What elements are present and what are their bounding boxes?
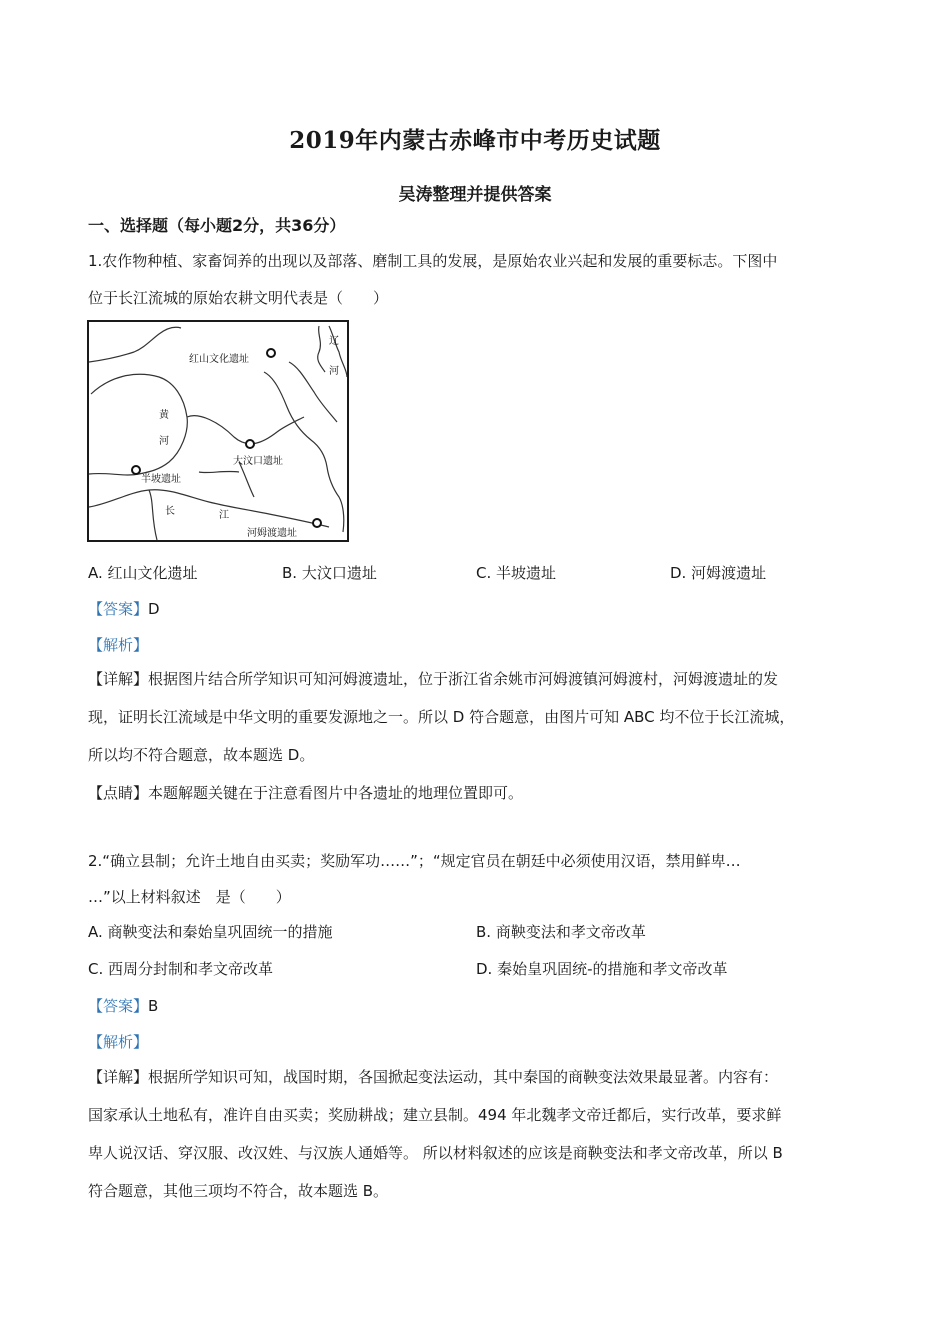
q2-detail-text1: 根据所学知识可知，战国时期，各国掀起变法运动，其中秦国的商鞅变法效果最显著。内容有： [148,1068,779,1086]
q2-detail-line3: 卑人说汉话、穿汉服、改汉姓、与汉族人通婚等。 所以材料叙述的应该是商鞅变法和孝文帝改革，所以 B [88,1144,783,1162]
q2-option-d: D. 秦始皇巩固统-的措施和孝文帝改革 [476,960,728,978]
q2-option-a: A. 商鞅变法和秦始皇巩固统一的措施 [88,923,333,941]
q2-stem-line2: …”以上材料叙述 是（ ） [88,888,291,906]
liao-river [318,326,325,372]
q1-detail-line3: 所以均不符合题意，故本题选 D。 [88,746,315,764]
q1-tip-line [88,782,523,803]
q1-detail-line1 [88,668,778,689]
q2-detail-line2: 国家承认土地私有，准许自由买卖；奖励耕战；建立县制。494 年北魏孝文帝迁都后，实行改革，要求鲜 [88,1106,782,1124]
hongshan-marker [267,349,275,357]
page-title: 2019年内蒙古赤峰市中考历史试题 [289,127,661,154]
q1-option-d: D. 河姆渡遗址 [670,564,767,582]
map-label-hongshan: 红山文化遗址 [189,354,249,365]
q1-stem-line1: 1.农作物种植、家畜饲养的出现以及部落、磨制工具的发展，是原始农业兴起和发展的重要标志。下图中 [88,252,778,270]
dawenkou-marker [246,440,254,448]
q1-option-b: B. 大汶口遗址 [282,564,377,582]
banpo-marker [132,466,140,474]
map-label-hemudu: 河姆渡遗址 [247,528,297,539]
q2-answer-value: B [148,997,159,1015]
q2-detail-line4: 符合题意，其他三项均不符合，故本题选 B。 [88,1182,389,1200]
q1-stem-line2: 位于长江流城的原始农耕文明代表是（ ） [88,289,389,307]
q1-detail-text1: 根据图片结合所学知识可知河姆渡遗址，位于浙江省余姚市河姆渡镇河姆渡村，河姆渡遗址的发 [148,670,779,688]
yangtze-river [89,490,329,527]
map-label-dawenkou: 大汶口遗址 [233,456,283,467]
q2-analysis-tag: 【解析】 [88,1033,149,1051]
hemudu-marker [313,519,321,527]
q2-analysis-line [88,1031,148,1052]
q2-option-c: C. 西周分封制和孝文帝改革 [88,960,274,978]
map-label-huang: 黄 [159,410,169,421]
q2-detail-tag: 【详解】 [88,1068,149,1086]
map-label-chang: 长 [165,506,175,517]
q2-stem-line1: 2.“确立县制；允许土地自由买卖；奖励军功……”；“规定官员在朝廷中必须使用汉语，禁用鲜卑… [88,852,741,870]
map-label-jiang: 江 [219,510,229,521]
map-label-he2: 河 [159,436,169,447]
q1-answer-value: D [148,600,160,618]
page-subtitle: 吴涛整理并提供答案 [398,185,552,205]
map-label-liao: 辽 [329,336,339,347]
q1-analysis-line [88,634,148,655]
q1-tip-text: 本题解题关键在于注意看图片中各遗址的地理位置即可。 [148,784,524,802]
q1-answer-line [88,598,160,619]
map-label-he1: 河 [329,366,339,377]
q1-tip-tag: 【点睛】 [88,784,149,802]
section-heading: 一、选择题（每小题2分，共36分） [88,216,346,235]
q1-map-figure [87,320,349,542]
q1-option-c: C. 半坡遗址 [476,564,557,582]
border-north [89,327,181,362]
q1-detail-tag: 【详解】 [88,670,149,688]
q1-option-a: A. 红山文化遗址 [88,564,198,582]
map-label-banpo: 半坡遗址 [141,474,181,485]
q2-detail-line1 [88,1066,778,1087]
q1-answer-tag: 【答案】 [88,600,149,618]
q2-answer-line [88,995,158,1016]
q2-answer-tag: 【答案】 [88,997,149,1015]
q1-detail-line2: 现，证明长江流域是中华文明的重要发源地之一。所以 D 符合题意，由图片可知 ABC 均不位于长江流城， [88,708,795,726]
q2-option-b: B. 商鞅变法和孝文帝改革 [476,923,646,941]
q1-analysis-tag: 【解析】 [88,636,149,654]
yellow-river-loop [91,374,187,474]
